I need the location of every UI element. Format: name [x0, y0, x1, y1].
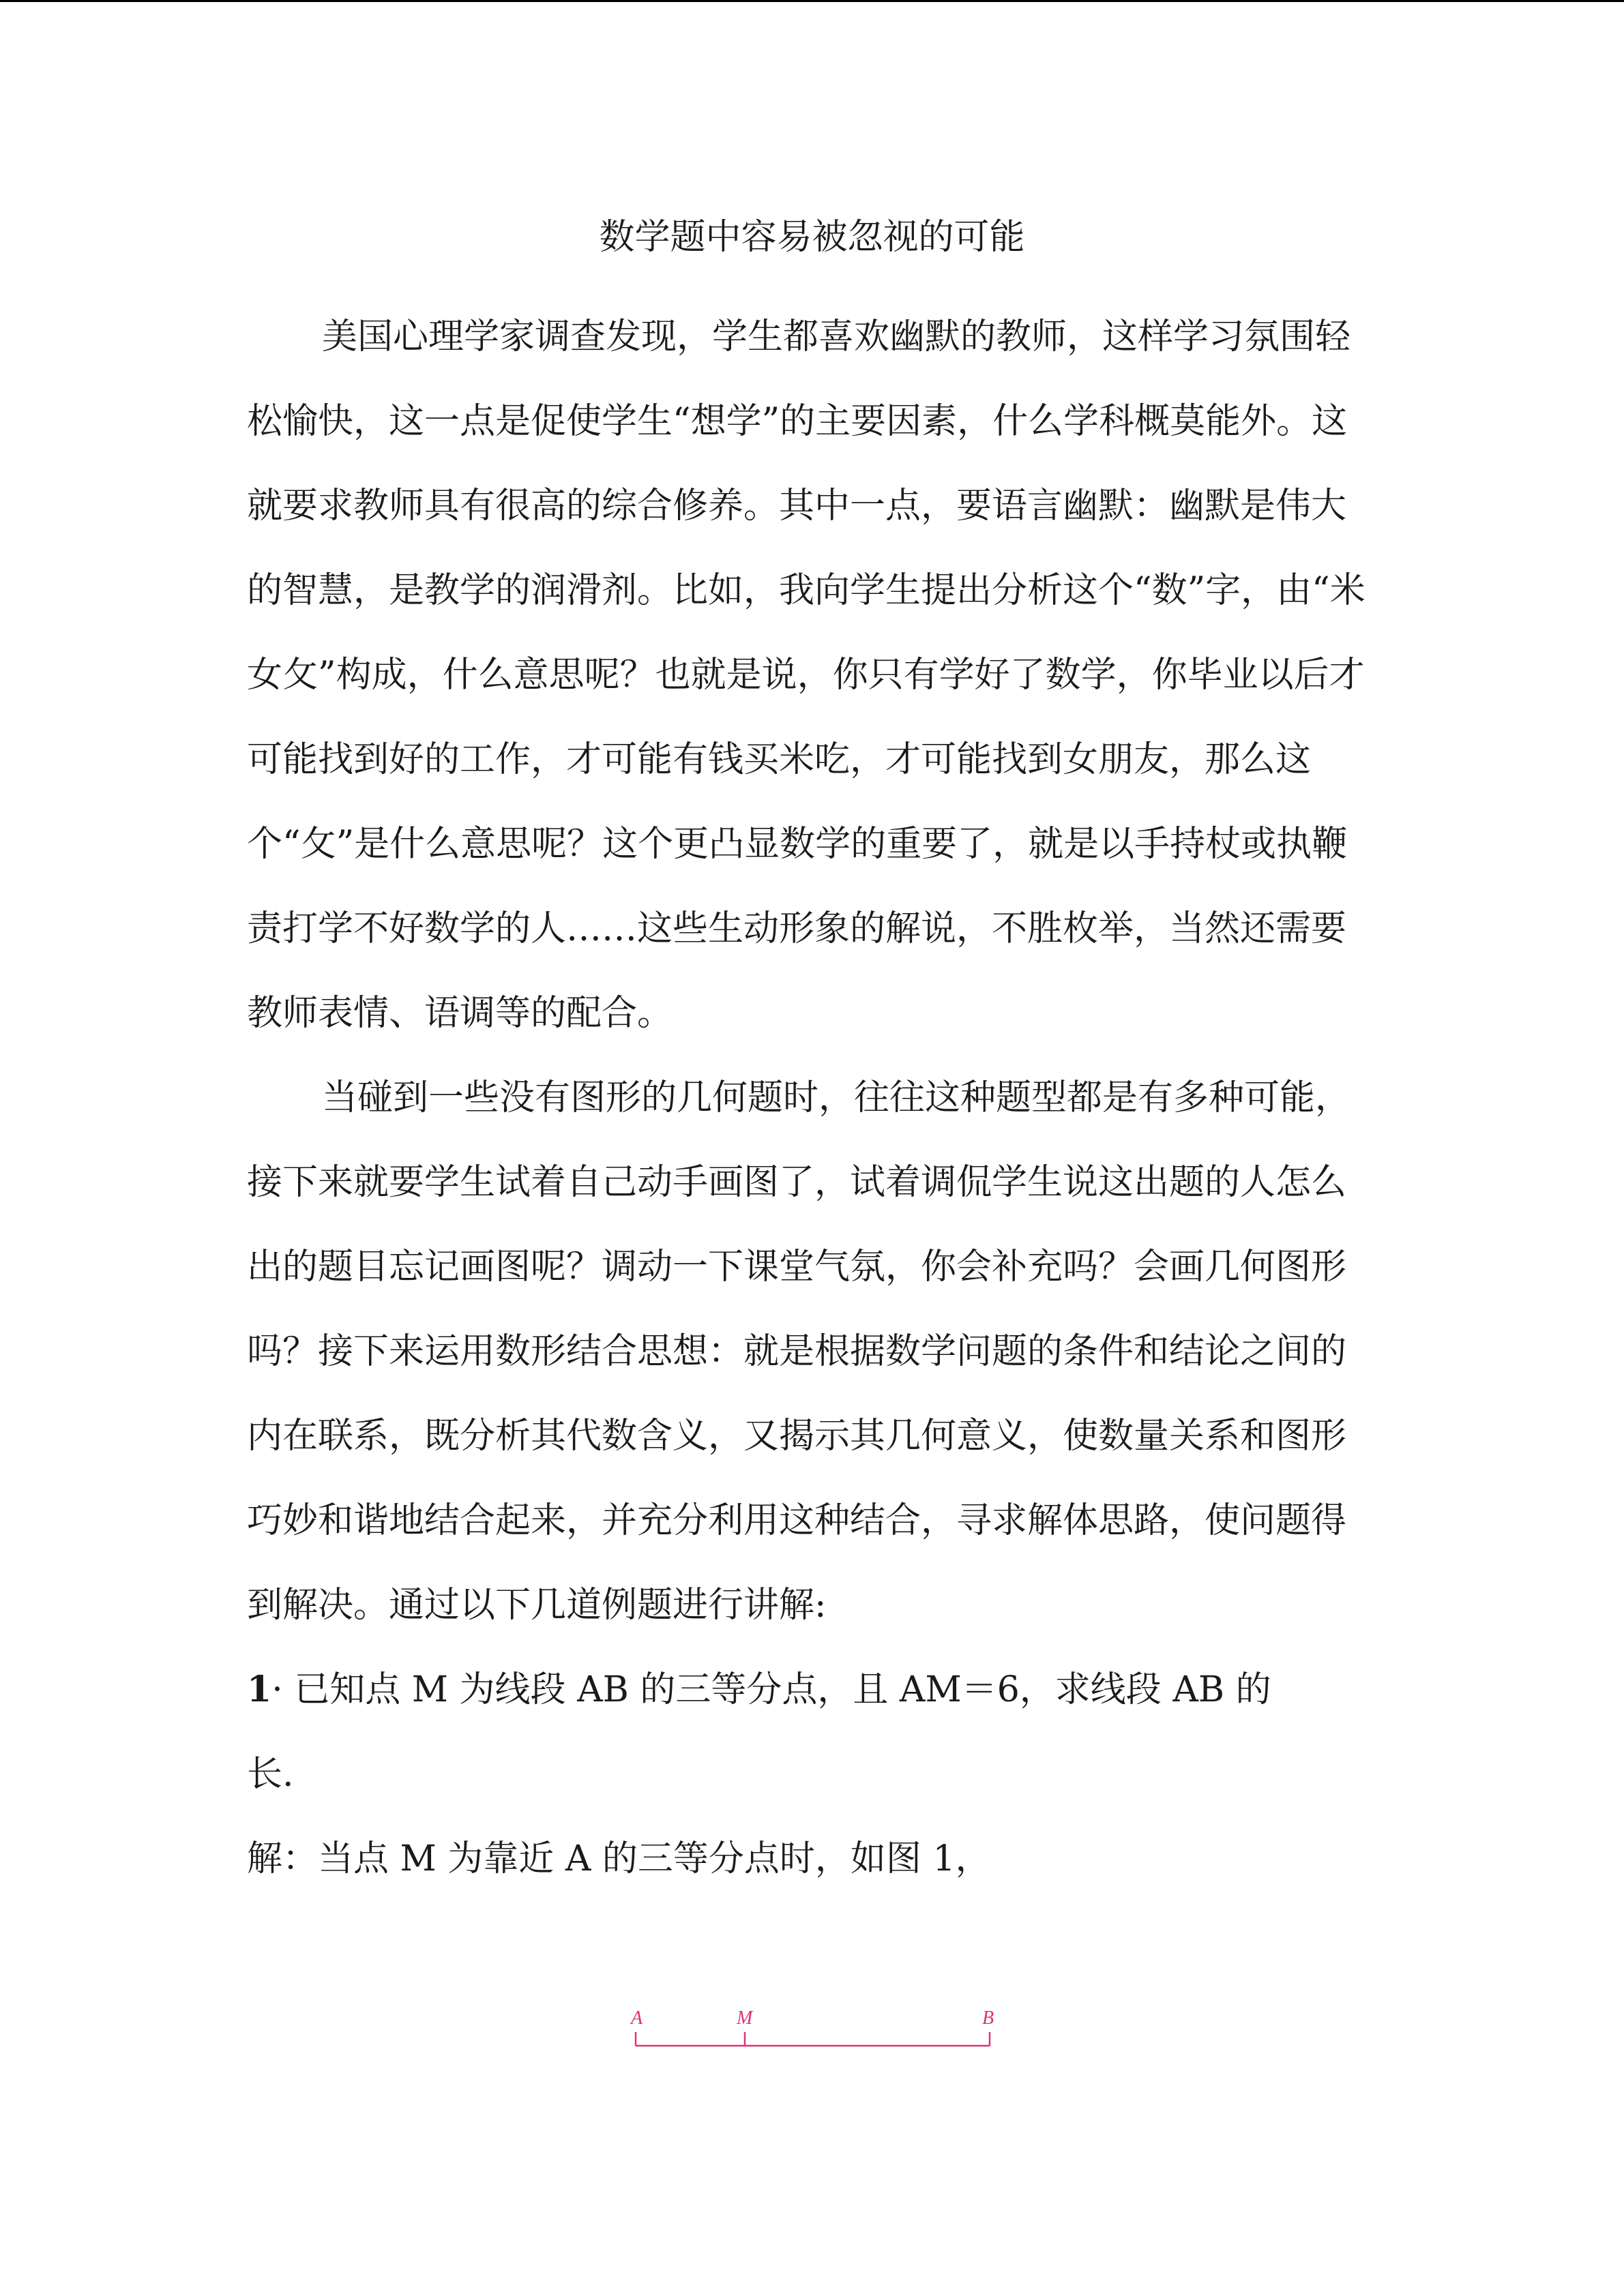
figure-1-segment-diagram [614, 1998, 1023, 2066]
problem-number: 1 [247, 1669, 272, 1710]
problem-text: · 已知点 M 为线段 AB 的三等分点，且 AM＝6，求线段 AB 的 [271, 1669, 1271, 1710]
document-body [247, 295, 1372, 1901]
label-b: B [982, 2008, 994, 2029]
paragraph-intro: 美国心理学家调查发现，学生都喜欢幽默的教师，这样学习氛围轻松愉快，这一点是促使学生“想学”的主要因素，什么学科概莫能外。这就要求教师具有很高的综合修养。其中一点，要语言幽默：幽默是伟大的智慧，是教学的润滑剂。比如，我向学生提出分析这个“数”字，由“米女攵”构成，什么意思呢？也就是说，你只有学好了数学，你毕业以后才可能找到好的工作，才可能有钱买米吃，才可能找到女朋友，那么这个“攵”是什么意思呢？这个更凸显数学的重要了，就是以手持杖或执鞭责打学不好数学的人……这些生动形象的解说，不胜枚举，当然还需要教师表情、语调等的配合。 [247, 316, 1365, 1034]
problem-statement [247, 1648, 1372, 1732]
solution-text: 解：当点 M 为靠近 A 的三等分点时，如图 1， [247, 1838, 991, 1879]
page-title: 数学题中容易被忽视的可能 [599, 217, 1025, 258]
label-m: M [737, 2008, 753, 2029]
label-a: A [631, 2008, 643, 2029]
paragraph-method: 当碰到一些没有图形的几何题时，往往这种题型都是有多种可能，接下来就要学生试着自己动手画图了，试着调侃学生说这出题的人怎么出的题目忘记画图呢？调动一下课堂气氛，你会补充吗？会画几何图形吗？接下来运用数形结合思想：就是根据数学问题的条件和结论之间的内在联系，既分析其代数含义，又揭示其几何意义，使数量关系和图形巧妙和谐地结合起来，并充分利用这种结合，寻求解体思路，使问题得到解决。通过以下几道例题进行讲解: [247, 1077, 1351, 1626]
page-top-border [0, 0, 1624, 2]
problem-text-continued: 长. [247, 1754, 294, 1795]
